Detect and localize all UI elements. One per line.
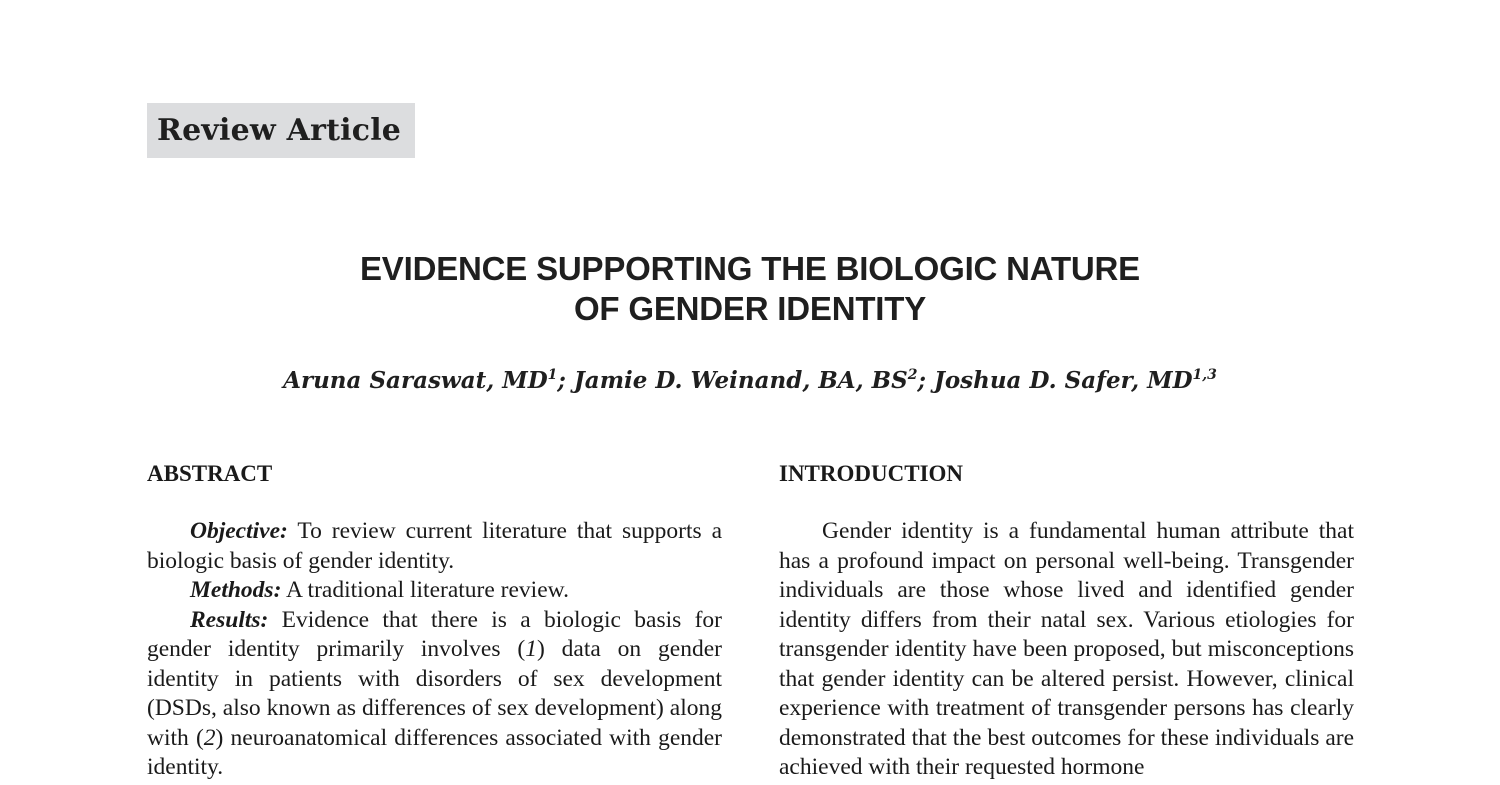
author-separator: ; — [917, 367, 934, 394]
results-list-number: 1 — [525, 636, 537, 662]
article-title — [200, 249, 1300, 329]
author-affiliation: 2 — [907, 367, 918, 383]
methods-label: Methods: — [190, 577, 282, 603]
introduction-column — [779, 458, 1354, 783]
author-name: Aruna Saraswat, MD — [283, 367, 548, 394]
author-separator: ; — [557, 367, 574, 394]
results-text: Evidence that there is a biologic basis for gender identity primarily involves ( — [147, 606, 722, 662]
results-label: Results: — [190, 606, 269, 633]
author-affiliation: 1,3 — [1192, 367, 1217, 383]
methods-text: A traditional literature review. — [281, 577, 569, 603]
abstract-body — [147, 517, 722, 783]
abstract-objective — [147, 517, 722, 576]
abstract-heading: ABSTRACT — [147, 461, 273, 486]
article-type-badge: Review Article — [147, 103, 415, 158]
introduction-body — [779, 517, 1354, 783]
objective-label: Objective: — [190, 518, 288, 544]
author-affiliation: 1 — [547, 367, 558, 383]
author-list — [150, 364, 1350, 398]
title-line-2: OF GENDER IDENTITY — [573, 290, 927, 327]
abstract-column — [147, 458, 722, 783]
introduction-heading: INTRODUCTION — [779, 461, 964, 486]
results-text: ) data on gender identity in patients with disorders of sex development (DSDs, also known as differences of sex development) along with ( — [147, 636, 722, 751]
objective-text: To review current literature that supports a biologic basis of gender identity. — [147, 518, 722, 574]
title-line-1: EVIDENCE SUPPORTING THE BIOLOGIC NATURE — [360, 250, 1140, 287]
results-text: ) neuroanatomical differences associated with gender identity. — [147, 724, 723, 780]
introduction-paragraph: Gender identity is a fundamental human attribute that has a profound impact on personal well-being. Transgender individuals are those whose lived and identified gender identity differs from their natal sex. Various etiologies for transgender identity have been proposed, but misconceptions that gender identity can be altered persist. However, clinical experience with treatment of transgender persons has clearly demonstrated that the best outcomes for these individuals are achieved with their requested hormone — [779, 518, 1354, 780]
results-list-number: 2 — [203, 724, 216, 751]
abstract-methods — [147, 576, 722, 606]
author-name: Jamie D. Weinand, BA, BS — [573, 367, 908, 394]
abstract-results — [147, 606, 722, 783]
author-name: Joshua D. Safer, MD — [933, 367, 1193, 394]
